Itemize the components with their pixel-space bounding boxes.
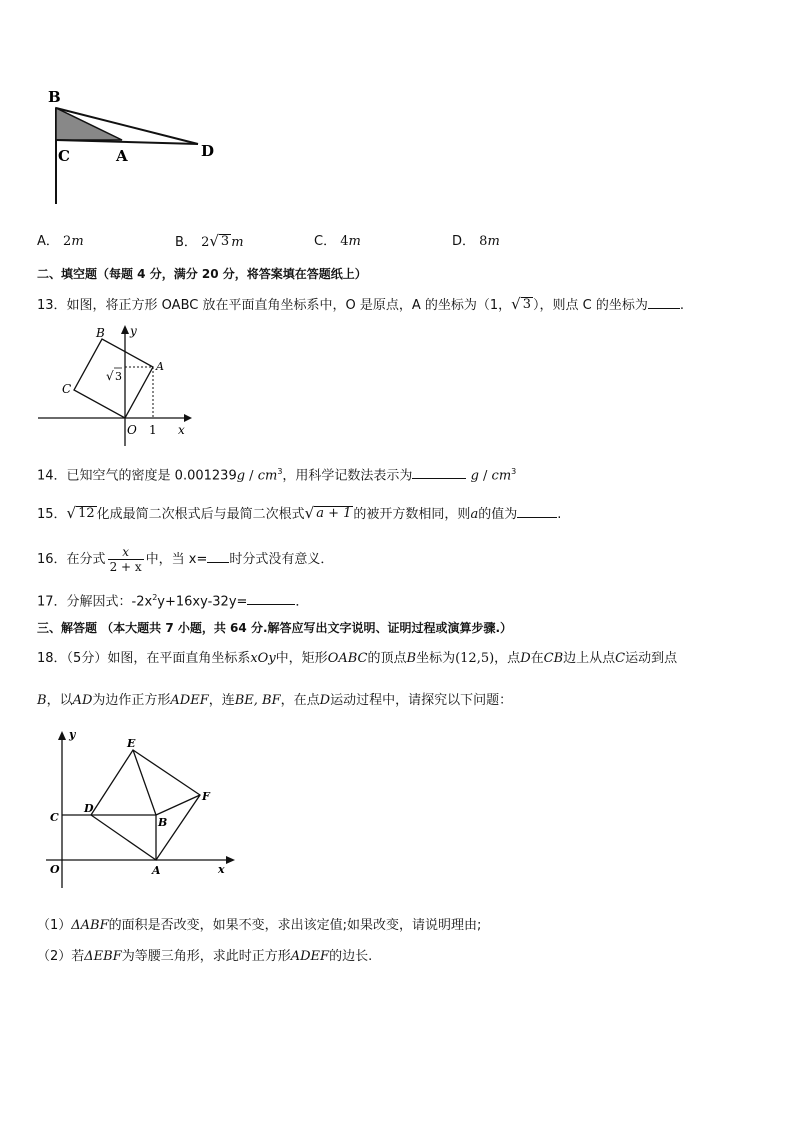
- math-triangle-ebf: ΔEBF: [84, 949, 122, 964]
- question-text: ，以: [46, 693, 73, 708]
- label-one: 1: [149, 423, 157, 437]
- question-number: 16．: [37, 552, 67, 567]
- label-x: x: [218, 863, 225, 876]
- section-heading-fill-in: 二、填空题（每题 4 分，满分 20 分，将答案填在答题纸上）: [37, 267, 367, 281]
- label-d: D: [84, 802, 94, 815]
- option-d: [452, 233, 500, 251]
- question-14: [37, 463, 516, 485]
- question-18-part-2: [37, 948, 372, 966]
- question-16: [37, 543, 333, 577]
- x-axis-arrow: [184, 414, 192, 422]
- question-text: 的面积是否改变，如果不变，求出该定值;如果改变，请说明理由;: [108, 918, 482, 933]
- figure-q13-coordinate-square: [36, 322, 196, 448]
- question-text: 为边作正方形: [92, 693, 171, 708]
- option-value: 8: [479, 234, 488, 249]
- math-adef: ADEF: [170, 693, 209, 708]
- line-cd: [56, 140, 198, 144]
- label-y: y: [130, 324, 137, 338]
- question-text: 时分式没有意义．: [229, 552, 334, 567]
- q12-options: [37, 233, 557, 251]
- exponent: 2: [152, 593, 158, 602]
- math-c: C: [615, 651, 626, 666]
- math-xoy: xOy: [250, 651, 276, 666]
- unit-slash: /: [478, 468, 492, 484]
- question-17: [37, 589, 308, 611]
- option-a: [37, 233, 84, 251]
- label-c: C: [62, 382, 72, 396]
- question-text: 如图，将正方形 OABC 放在平面直角坐标系中，O 是原点，A 的坐标为（1，: [66, 298, 512, 313]
- question-text: ，在点: [280, 693, 320, 708]
- option-unit: m: [71, 234, 84, 249]
- option-coef: 2: [201, 235, 210, 250]
- sqrt-sign: √: [106, 369, 114, 383]
- label-a: A: [152, 864, 161, 877]
- label-y: y: [69, 728, 76, 741]
- segment-be: [133, 750, 156, 815]
- label-b: B: [96, 326, 105, 340]
- option-letter: C．: [314, 234, 337, 249]
- question-text: 分解因式：-2x: [66, 594, 153, 610]
- unit-exponent: 3: [511, 467, 517, 476]
- question-number: 13．: [37, 298, 67, 313]
- sqrt-symbol: √ 3: [511, 295, 531, 313]
- question-text: 中，当 x=: [145, 552, 208, 567]
- question-18-line-2: [37, 692, 512, 710]
- option-unit: m: [487, 234, 500, 249]
- radicand: 3: [522, 297, 531, 312]
- option-letter: D．: [452, 234, 476, 249]
- x-axis-arrow: [226, 856, 235, 864]
- math-d: D: [319, 693, 331, 708]
- question-text: （5分）如图，在平面直角坐标系: [66, 651, 251, 666]
- question-number: 17．: [37, 594, 67, 610]
- question-text: ，用科学记数法表示为: [282, 468, 413, 484]
- question-text: ），则点 C 的坐标为: [532, 298, 648, 313]
- question-text: 的顶点: [367, 651, 407, 666]
- fraction-numerator: x: [122, 545, 129, 559]
- label-e: E: [127, 737, 136, 750]
- radicand: a + 1: [316, 506, 352, 521]
- question-text: 的被开方数相同，则: [353, 507, 471, 522]
- question-text: 化成最简二次根式后与最简二次根式: [96, 507, 305, 522]
- question-text: ，连: [208, 693, 235, 708]
- math-adef: ADEF: [290, 949, 330, 964]
- label-d: D: [201, 142, 215, 160]
- math-triangle-abf: ΔABF: [71, 918, 109, 933]
- label-x: x: [178, 423, 185, 437]
- sqrt-radicand: 3: [115, 370, 122, 383]
- label-c: C: [50, 811, 59, 824]
- shaded-triangle: [56, 108, 122, 140]
- option-unit: m: [231, 235, 244, 250]
- math-d: D: [520, 651, 531, 666]
- label-o: O: [127, 423, 137, 437]
- option-unit: m: [348, 234, 361, 249]
- sqrt-symbol: √ a + 1: [304, 504, 352, 522]
- variable-a: a: [470, 507, 479, 522]
- question-tail: ．: [295, 594, 309, 610]
- option-value: 4: [340, 234, 349, 249]
- math-be-bf: BE, BF: [234, 693, 281, 708]
- question-text: 运动到点: [625, 651, 678, 666]
- answer-blank[interactable]: [648, 296, 680, 309]
- math-b: B: [406, 651, 417, 666]
- square-adef: [91, 750, 200, 860]
- answer-blank[interactable]: [207, 550, 229, 563]
- question-text: 中，矩形: [275, 651, 328, 666]
- question-18-part-1: [37, 917, 481, 935]
- radicand: 3: [220, 234, 230, 249]
- math-oabc: OABC: [327, 651, 368, 666]
- unit-g: g: [236, 468, 246, 484]
- question-text: 已知空气的密度是 0.001239: [66, 468, 237, 484]
- label-f: F: [202, 790, 210, 803]
- figure-q12-triangle: [40, 84, 230, 209]
- label-o: O: [50, 863, 60, 876]
- question-text: 为等腰三角形，求此时正方形: [121, 949, 291, 964]
- question-tail: .: [679, 298, 684, 313]
- option-b: [175, 233, 244, 252]
- math-b: B: [37, 693, 47, 708]
- part-number: （2）若: [37, 949, 85, 964]
- fraction: [108, 545, 144, 574]
- question-18-line-1: [37, 650, 677, 668]
- sqrt-symbol: √ 3: [209, 232, 230, 250]
- unit-g: g: [470, 468, 479, 484]
- unit-slash: /: [245, 468, 258, 484]
- question-number: 14．: [37, 468, 67, 484]
- label-b: B: [158, 816, 168, 829]
- question-text: 在: [530, 651, 544, 666]
- question-text: 边上从点: [563, 651, 616, 666]
- question-text: 的值为: [478, 507, 518, 522]
- math-ad: AD: [72, 693, 93, 708]
- option-c: [314, 233, 361, 251]
- question-text: ，点: [494, 651, 521, 666]
- figure-q18-square-rectangle: [40, 728, 245, 890]
- question-text: 在分式: [66, 552, 106, 567]
- answer-blank[interactable]: [517, 505, 557, 518]
- fraction-denominator: 2 + x: [109, 560, 142, 574]
- y-axis-arrow: [58, 731, 66, 740]
- y-axis-arrow: [121, 325, 129, 334]
- sqrt-symbol: √ 12: [66, 504, 95, 522]
- part-number: （1）: [37, 918, 72, 933]
- unit-cm: cm: [257, 468, 278, 484]
- question-15: [37, 505, 561, 524]
- question-13: [37, 296, 684, 315]
- option-letter: B．: [175, 235, 197, 250]
- question-text: 运动过程中，请探究以下问题：: [330, 693, 513, 708]
- question-text: 的边长.: [329, 949, 373, 964]
- label-a: A: [116, 147, 128, 165]
- label-c: C: [58, 147, 70, 165]
- question-tail: .: [557, 507, 562, 522]
- unit-cm: cm: [491, 468, 512, 484]
- label-a: A: [156, 360, 164, 373]
- question-text: y+16xy-32y=: [157, 594, 248, 610]
- option-value: 2: [63, 234, 72, 249]
- math-cb: CB: [543, 651, 564, 666]
- question-number: 15．: [37, 507, 67, 522]
- section-heading-solve: 三、解答题 （本大题共 7 小题，共 64 分.解答应写出文字说明、证明过程或演算步骤.）: [37, 621, 513, 635]
- label-b: B: [48, 88, 61, 106]
- question-text: 坐标为: [416, 651, 456, 666]
- option-letter: A．: [37, 234, 59, 249]
- radicand: 12: [78, 506, 95, 521]
- math-coord: (12,5): [455, 651, 495, 666]
- answer-blank[interactable]: [412, 466, 466, 479]
- question-number: 18．: [37, 651, 67, 666]
- unit-exponent: 3: [277, 467, 283, 476]
- answer-blank[interactable]: [247, 592, 295, 605]
